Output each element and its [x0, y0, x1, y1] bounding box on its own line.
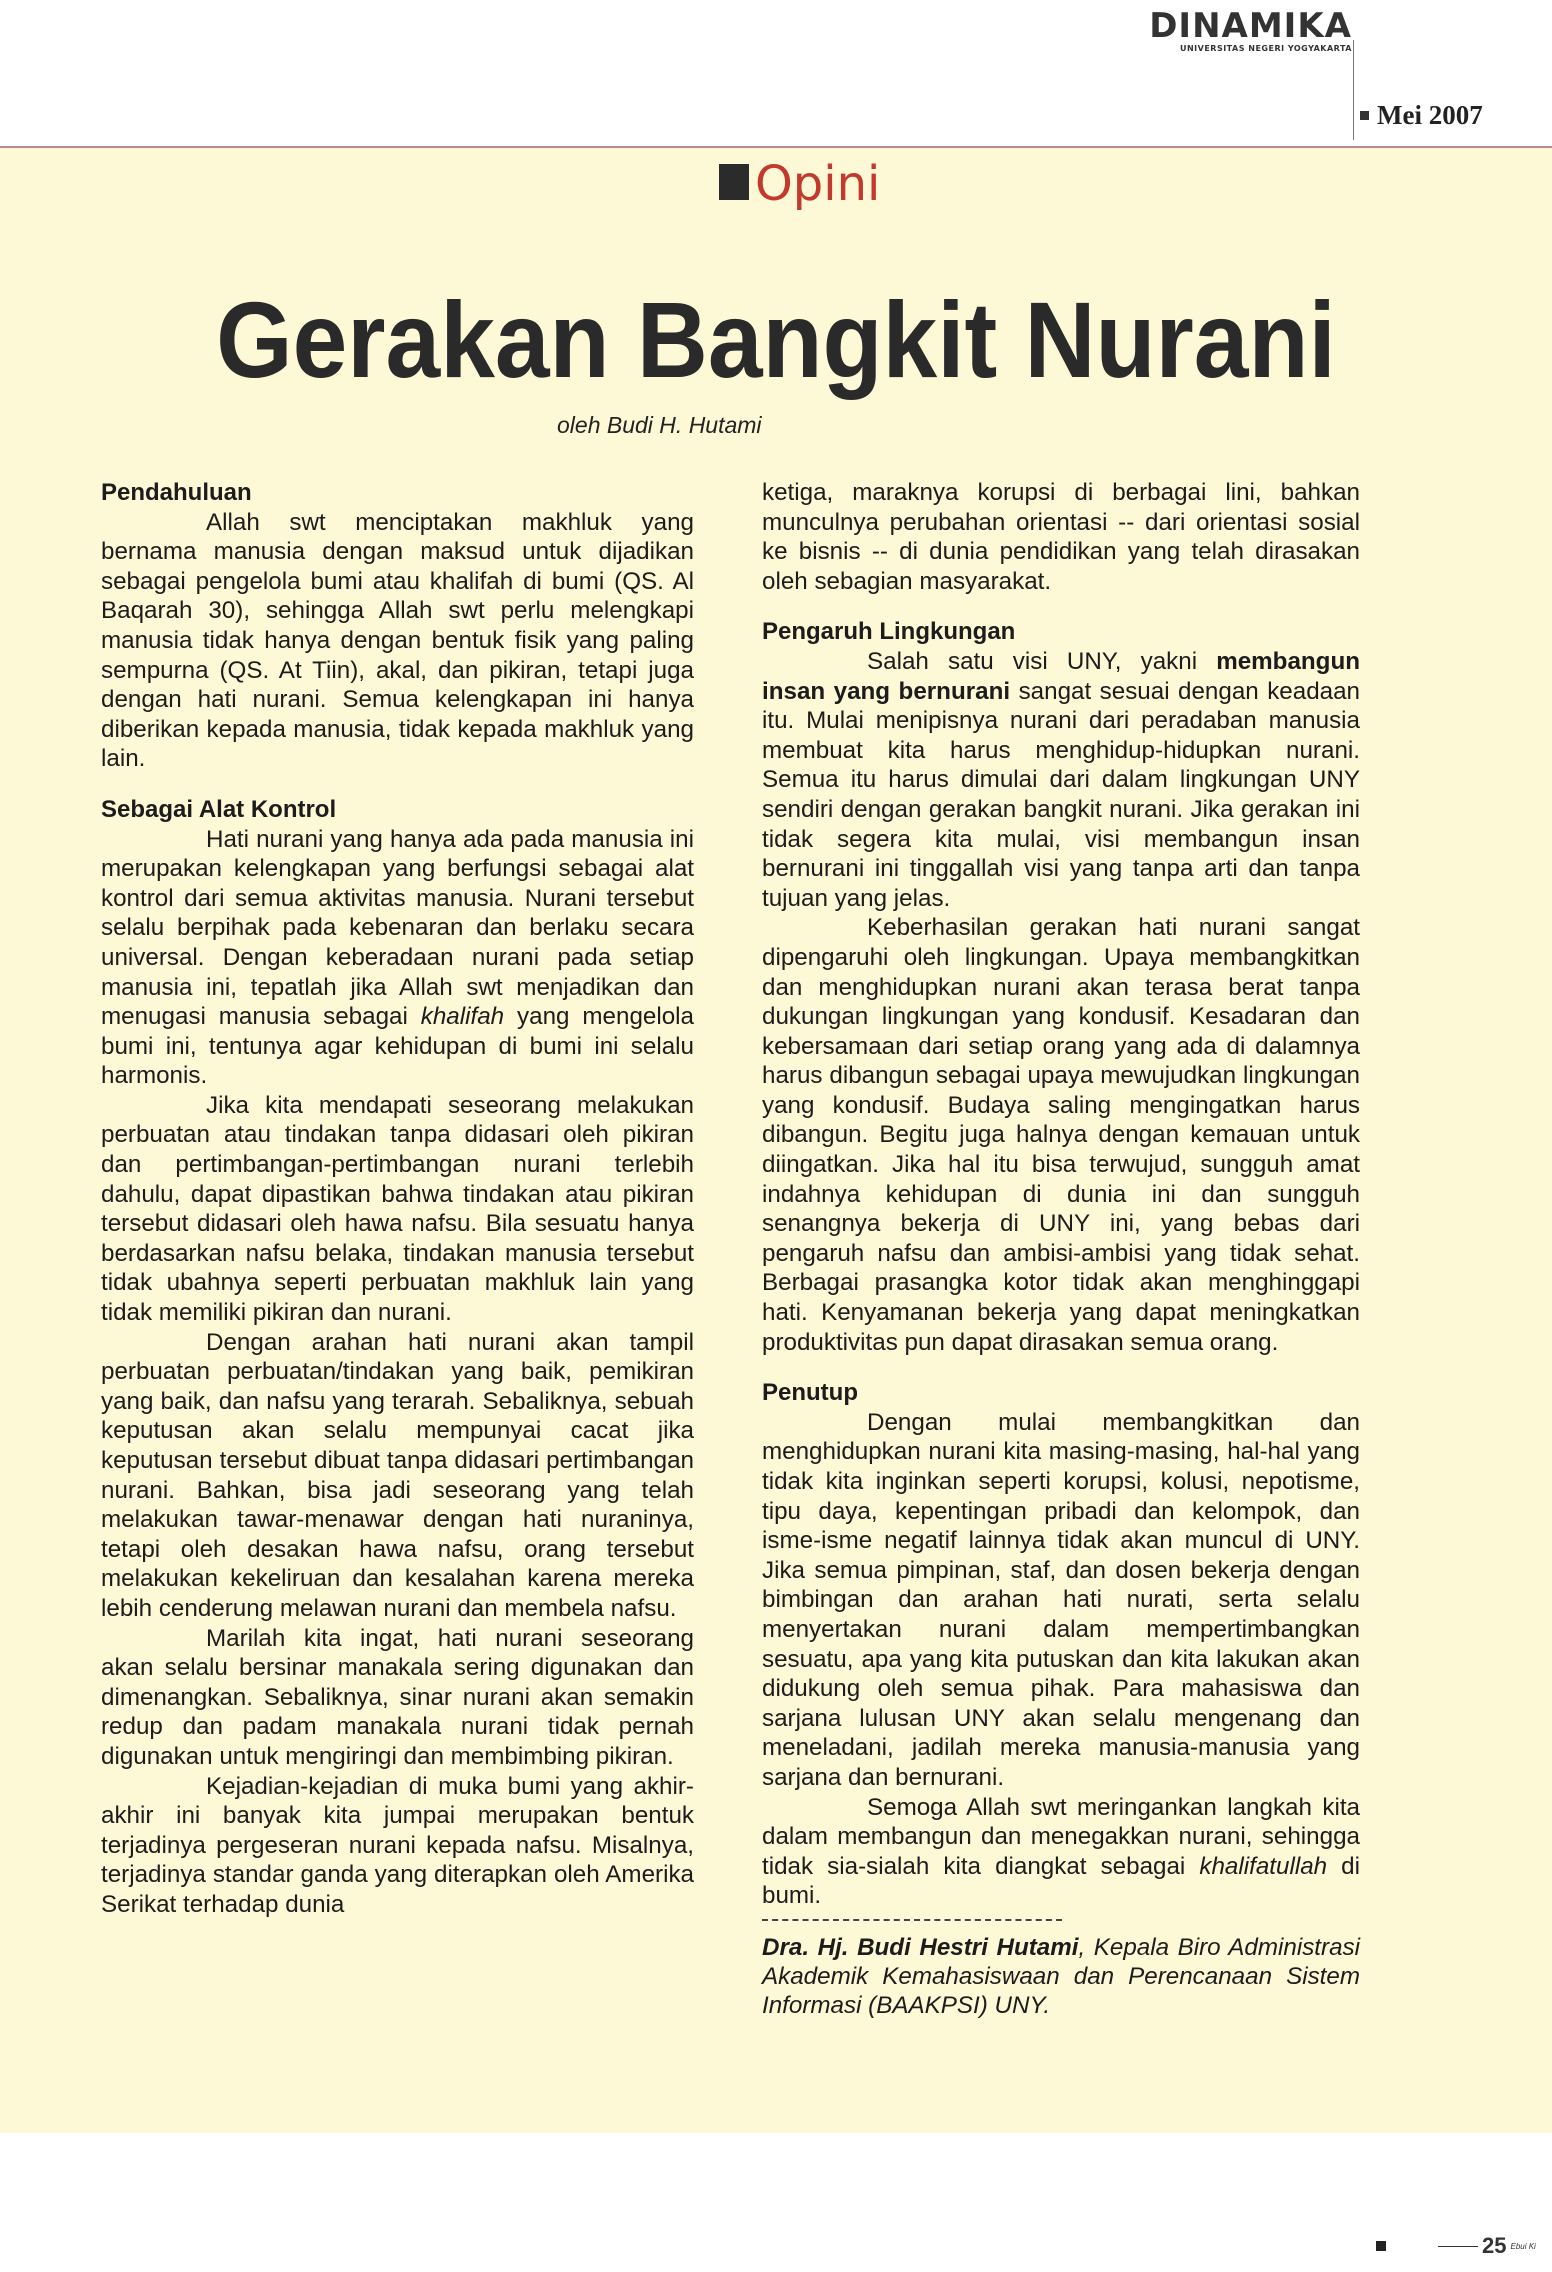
paragraph: Dengan mulai membangkitkan dan menghidupkan nurani kita masing-masing, hal-hal yang tidak kita inginkan seperti korupsi, kolusi, nepotisme, tipu daya, kepentingan pribadi dan kelompok, dan isme-isme negatif lainnya tidak akan muncul di UNY. Jika semua pimpinan, staf, dan dosen bekerja dengan bimbingan dan arahan hati nurati, serta selalu menyertakan nurani dalam mempertimbangkan sesuatu, apa yang kita putuskan dan kita lakukan akan didukung oleh semua pihak. Para mahasiswa dan sarjana lulusan UNY akan selalu mengenang dan meneladani, jadilah mereka manusia-manusia yang sarjana dan bernurani. [762, 1408, 1360, 1791]
section-label: Opini [755, 156, 881, 212]
paragraph: Hati nurani yang hanya ada pada manusia ini merupakan kelengkapan yang berfungsi sebagai alat kontrol dari semua aktivitas manusia. Nurani tersebut selalu berpihak pada kebenaran dan berlaku secara universal. Dengan keberadaan nurani pada setiap manusia ini, tepatlah jika Allah swt menjadikan dan menugasi manusia sebagai khalifah yang mengelola bumi ini, tentunya agar kehidupan di bumi ini selalu harmonis. [101, 825, 694, 1090]
header-rule [0, 146, 1552, 148]
paragraph-continued: ketiga, maraknya korupsi di berbagai lini, bahkan munculnya perubahan orientasi -- dari orientasi sosial ke bisnis -- di dunia pendidikan yang telah dirasakan oleh sebagian masyarakat. [762, 479, 1360, 595]
page-number: 25 [1482, 2233, 1507, 2259]
emphasis-visi: membangun insan yang bernurani [762, 647, 1360, 705]
page-number-block [1376, 2232, 1536, 2259]
article-byline: oleh Budi H. Hutami [557, 412, 762, 438]
paragraph: Dengan arahan hati nurani akan tampil perbuatan perbuatan/tindakan yang baik, pemikiran yang baik, dan nafsu yang terarah. Sebaliknya, sebuah keputusan akan selalu mempunyai cacat jika keputusan tersebut dibuat tanpa didasari pertimbangan nurani. Bahkan, bisa jadi seseorang yang telah melakukan tawar-menawar dengan hati nuraninya, tetapi oleh desakan hawa nafsu, orang tersebut melakukan kekeliruan dan kesalahan karena mereka lebih cenderung melawan nurani dan membela nafsu. [101, 1328, 694, 1622]
logo-name: DINAMIKA [1149, 6, 1352, 46]
article-column-left [101, 478, 694, 1920]
subheading-alat-kontrol: Sebagai Alat Kontrol [101, 795, 337, 823]
logo-subtitle: UNIVERSITAS NEGERI YOGYAKARTA [1179, 44, 1352, 53]
subheading-pengaruh-lingkungan: Pengaruh Lingkungan [762, 618, 1016, 646]
author-name: Dra. Hj. Budi Hestri Hutami [762, 1933, 1079, 1961]
emphasis-khalifah: khalifah [420, 1003, 505, 1031]
bullet-square-icon [1360, 111, 1369, 120]
paragraph: Keberhasilan gerakan hati nurani sangat dipengaruhi oleh lingkungan. Upaya membangkitkan dan menghidupkan nurani akan terasa berat tanpa dukungan lingkungan yang kondusif. Kesadaran dan kebersamaan dari setiap orang yang ada di dalamnya harus dibangun sebagai upaya mewujudkan lingkungan yang kondusif. Budaya saling mengingatkan harus dibangun. Begitu juga halnya dengan kemauan untuk diingatkan. Jika hal itu bisa terwujud, sungguh amat indahnya kehidupan di dunia ini dan sungguh senangnya bekerja di UNY ini, yang bebas dari pengaruh nafsu dan ambisi-ambisi yang tidak sehat. Berbagai prasangka kotor tidak akan menghinggapi hati. Kenyamanan bekerja yang dapat meningkatkan produktivitas pun dapat dirasakan semua orang. [762, 914, 1360, 1356]
publication-logo [1149, 8, 1352, 53]
issue-date [1360, 100, 1483, 131]
section-square-icon [719, 164, 749, 200]
article-title: Gerakan Bangkit Nurani [216, 279, 1336, 400]
section-header [719, 156, 880, 216]
author-signoff [762, 1933, 1360, 2020]
subheading-pendahuluan: Pendahuluan [101, 479, 252, 506]
signoff-divider [762, 1919, 1062, 1921]
paragraph: Marilah kita ingat, hati nurani seseorang akan selalu bersinar manakala sering digunakan dan dimenangkan. Sebaliknya, sinar nurani akan semakin redup dan padam manakala nurani tidak pernah digunakan untuk mengiringi dan membimbing pikiran. [101, 1624, 694, 1770]
footer-band [0, 2133, 1552, 2272]
footer-square-icon [1376, 2241, 1386, 2251]
emphasis-khalifatullah: khalifatullah [1199, 1852, 1328, 1880]
paragraph: Allah swt menciptakan makhluk yang bernama manusia dengan maksud untuk dijadikan sebagai pengelola bumi atau khalifah di bumi (QS. Al Baqarah 30), sehingga Allah swt perlu melengkapi manusia tidak hanya dengan bentuk fisik yang paling sempurna (QS. At Tiin), akal, dan pikiran, tetapi juga dengan hati nurani. Semua kelengkapan ini hanya diberikan kepada manusia, tidak kepada makhluk yang lain. [101, 508, 694, 773]
author-role: , Kepala Biro Administrasi Akademik Kemahasiswaan dan Perencanaan Sistem Informasi (BAAKPSI) UNY. [762, 1933, 1360, 2019]
header-divider [1353, 40, 1354, 140]
footer-tag: Ebui Ki [1510, 2241, 1536, 2251]
paragraph: Kejadian-kejadian di muka bumi yang akhir-akhir ini banyak kita jumpai merupakan bentuk terjadinya pergeseran nurani kepada nafsu. Misalnya, terjadinya standar ganda yang diterapkan oleh Amerika Serikat terhadap dunia [101, 1772, 694, 1918]
subheading-penutup: Penutup [762, 1379, 858, 1407]
paragraph: Jika kita mendapati seseorang melakukan perbuatan atau tindakan tanpa didasari oleh pikiran dan pertimbangan-pertimbangan nurani terlebih dahulu, dapat dipastikan bahwa tindakan atau pikiran tersebut didasari oleh hawa nafsu. Bila sesuatu hanya berdasarkan nafsu belaka, tindakan manusia tersebut tidak ubahnya seperti perbuatan makhluk lain yang tidak memiliki pikiran dan nurani. [101, 1091, 694, 1327]
paragraph: Salah satu visi UNY, yakni membangun insan yang bernurani sangat sesuai dengan keadaan itu. Mulai menipisnya nurani dari peradaban manusia membuat kita harus menghidup-hidupkan nurani. Semua itu harus dimulai dari dalam lingkungan UNY sendiri dengan gerakan bangkit nurani. Jika gerakan ini tidak segera kita mulai, visi membangun insan bernurani ini tinggallah visi yang tanpa arti dan tanpa tujuan yang jelas. [762, 647, 1361, 912]
issue-date-text: Mei 2007 [1377, 100, 1483, 130]
footer-rule [1438, 2246, 1478, 2247]
article-column-right [762, 478, 1360, 2020]
paragraph: Semoga Allah swt meringankan langkah kita dalam membangun dan menegakkan nurani, sehingga tidak sia-sialah kita diangkat sebagai khalifatullah di bumi. [762, 1793, 1360, 1910]
